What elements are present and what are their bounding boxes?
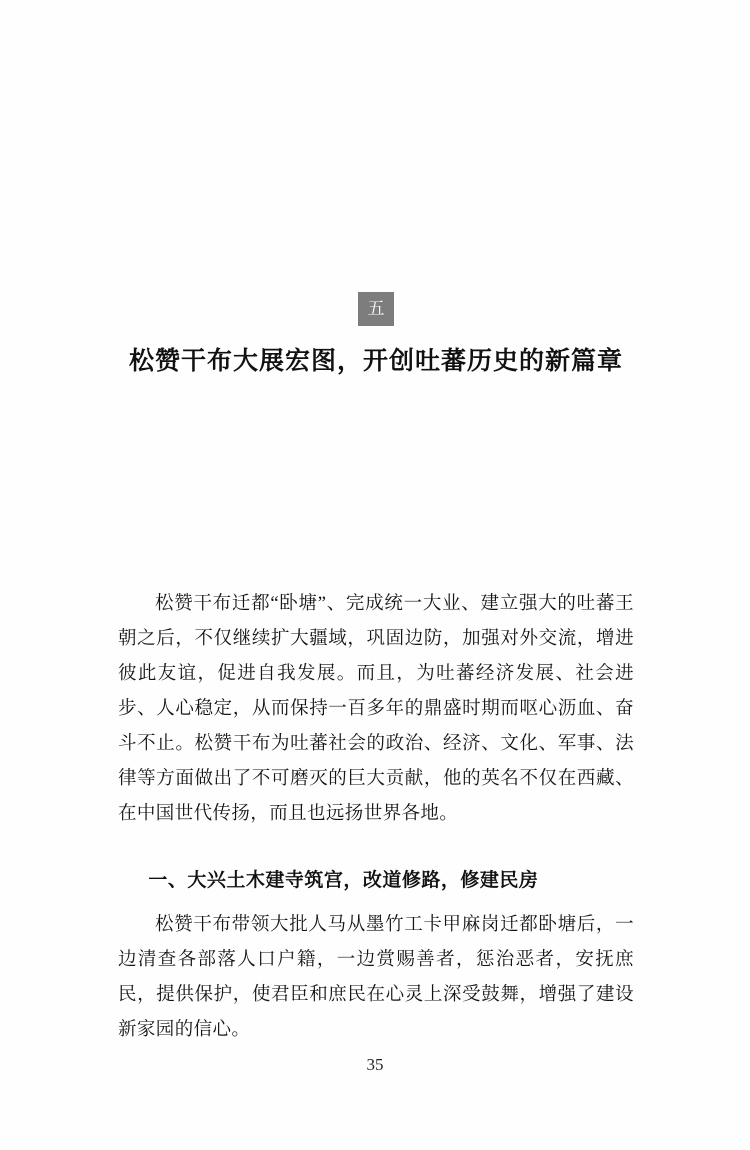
- chapter-number-badge: 五: [358, 292, 394, 326]
- section-heading: 一、大兴土木建寺筑宫，改道修路，修建民房: [148, 869, 539, 891]
- chapter-number-container: [118, 292, 634, 326]
- chapter-title: 松赞干布大展宏图，开创吐蕃历史的新篇章: [128, 348, 623, 375]
- body-text-block: [118, 587, 634, 1048]
- page-number: 35: [366, 1055, 384, 1074]
- paragraph: 松赞干布带领大批人马从墨竹工卡甲麻岗迁都卧塘后，一边清查各部落人口户籍，一边赏赐善者，惩治恶者，安抚庶民，提供保护，使君臣和庶民在心灵上深受鼓舞，增强了建设新家园的信心。: [118, 914, 634, 1040]
- page-content: [118, 0, 634, 1048]
- paragraph: 松赞干布迁都“卧塘”、完成统一大业、建立强大的吐蕃王朝之后，不仅继续扩大疆域，巩固边防，加强对外交流，增进彼此友谊，促进自我发展。而且，为吐蕃经济发展、社会进步、人心稳定，从而保持一百多年的鼎盛时期而呕心沥血、奋斗不止。松赞干布为吐蕃社会的政治、经济、文化、军事、法律等方面做出了不可磨灭的巨大贡献，他的英名不仅在西藏、在中国世代传扬，而且也远扬世界各地。: [118, 593, 634, 824]
